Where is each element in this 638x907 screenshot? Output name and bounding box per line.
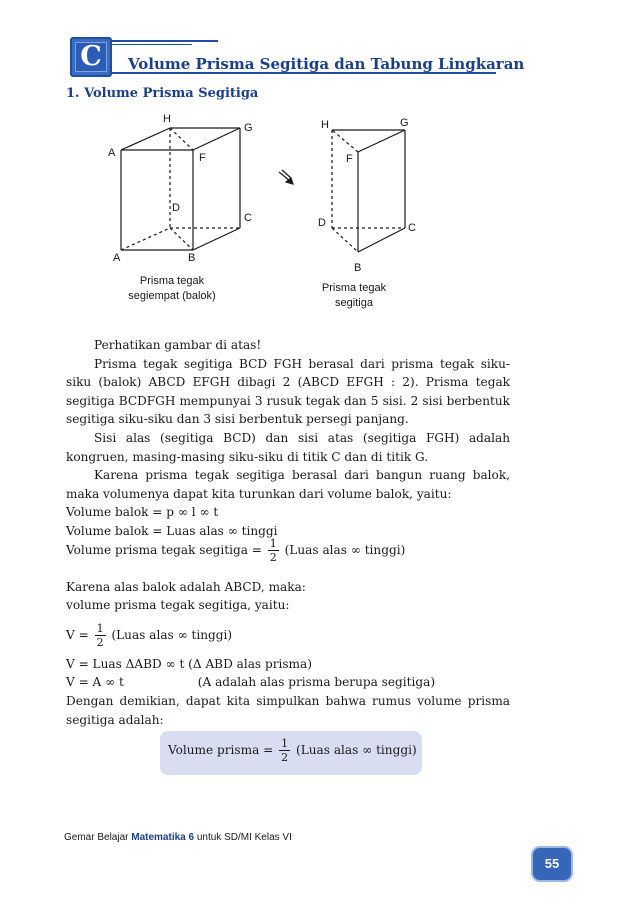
- footer-text: Gemar Belajar Matematika 6 untuk SD/MI Kelas VI: [64, 832, 292, 843]
- line-v-formula: V = $\frac{1}{2}$ (Luas alas ∞ tinggi): [66, 622, 233, 649]
- paragraph-4: Karena prisma tegak segitiga berasal dari bangun ruang balok, maka volumenya dapat kita turunkan dari volume balok, yaitu:: [66, 468, 510, 501]
- box-label-A-top: A: [108, 147, 116, 159]
- prism-label-F: F: [346, 153, 353, 165]
- formula-volume-prisma: Volume prisma = $\frac{1}{2}$ (Luas alas ∞ tinggi): [168, 737, 417, 764]
- box-label-D: D: [172, 202, 180, 214]
- box-label-G: G: [244, 122, 253, 134]
- header-rule-top: [112, 40, 218, 42]
- fraction-half: $\frac{1}{2}$: [269, 537, 277, 564]
- line-v-a: V = A ∞ t (A adalah alas prisma berupa segitiga): [66, 675, 436, 689]
- prism-label-B: B: [354, 262, 362, 274]
- paragraph-3: Sisi alas (segitiga BCD) dan sisi atas (segitiga FGH) adalah kongruen, masing-masing siku-siku di titik C dan di titik G.: [66, 430, 510, 464]
- line-volume-tegak: volume prisma tegak segitiga, yaitu:: [66, 598, 290, 612]
- box-label-F: F: [199, 152, 206, 164]
- section-subtitle: 1. Volume Prisma Segitiga: [66, 86, 259, 101]
- triangular-prism-diagram: [332, 130, 405, 252]
- prism-caption: Prisma tegak segitiga: [321, 282, 387, 309]
- cut-arrow-icon: [279, 170, 293, 184]
- box-label-C: C: [244, 212, 252, 224]
- box-label-A: A: [113, 252, 121, 264]
- line-karena: Karena alas balok adalah ABCD, maka:: [66, 580, 306, 594]
- box-caption: Prisma tegak segiempat (balok): [128, 275, 216, 302]
- line-volume-balok-2: Volume balok = Luas alas ∞ tinggi: [66, 523, 278, 538]
- section-letter: C: [75, 42, 107, 72]
- box-diagram: [121, 128, 240, 250]
- page-title: Volume Prisma Segitiga dan Tabung Lingkaran: [128, 55, 525, 73]
- prism-label-D: D: [318, 217, 326, 229]
- page-number: 55: [531, 846, 573, 882]
- line-conclusion: Dengan demikian, dapat kita simpulkan bahwa rumus volume prisma segitiga adalah:: [66, 694, 510, 727]
- section-badge: [70, 37, 112, 77]
- paragraph-1: Perhatikan gambar di atas!: [94, 338, 262, 352]
- prism-label-C: C: [408, 222, 416, 234]
- prism-label-H: H: [321, 119, 329, 131]
- formula-fraction: $\frac{1}{2}$: [281, 737, 289, 764]
- box-label-H: H: [163, 113, 171, 125]
- line-v-luas: V = Luas ΔABD ∞ t (Δ ABD alas prisma): [66, 657, 312, 671]
- prism-label-G: G: [400, 117, 409, 129]
- body-paragraphs: [66, 336, 510, 541]
- box-label-B: B: [188, 252, 196, 264]
- line-volume-balok-1: Volume balok = p ∞ l ∞ t: [66, 505, 219, 520]
- paragraph-2: Prisma tegak segitiga BCD FGH berasal dari prisma tegak siku-siku (balok) ABCD EFGH dibagi 2 (ABCD EFGH : 2). Prisma tegak segitiga BCDFGH mempunyai 3 rusuk tegak dan 5 sisi. 2 sisi berbentuk segitiga siku-siku dan 3 sisi berbentuk persegi panjang.: [66, 356, 510, 427]
- fraction-half-2: $\frac{1}{2}$: [96, 622, 104, 649]
- line-volume-prisma: Volume prisma tegak segitiga = $\frac{1}{2}$ (Luas alas ∞ tinggi): [66, 537, 406, 564]
- header-rule-mid: [112, 44, 192, 45]
